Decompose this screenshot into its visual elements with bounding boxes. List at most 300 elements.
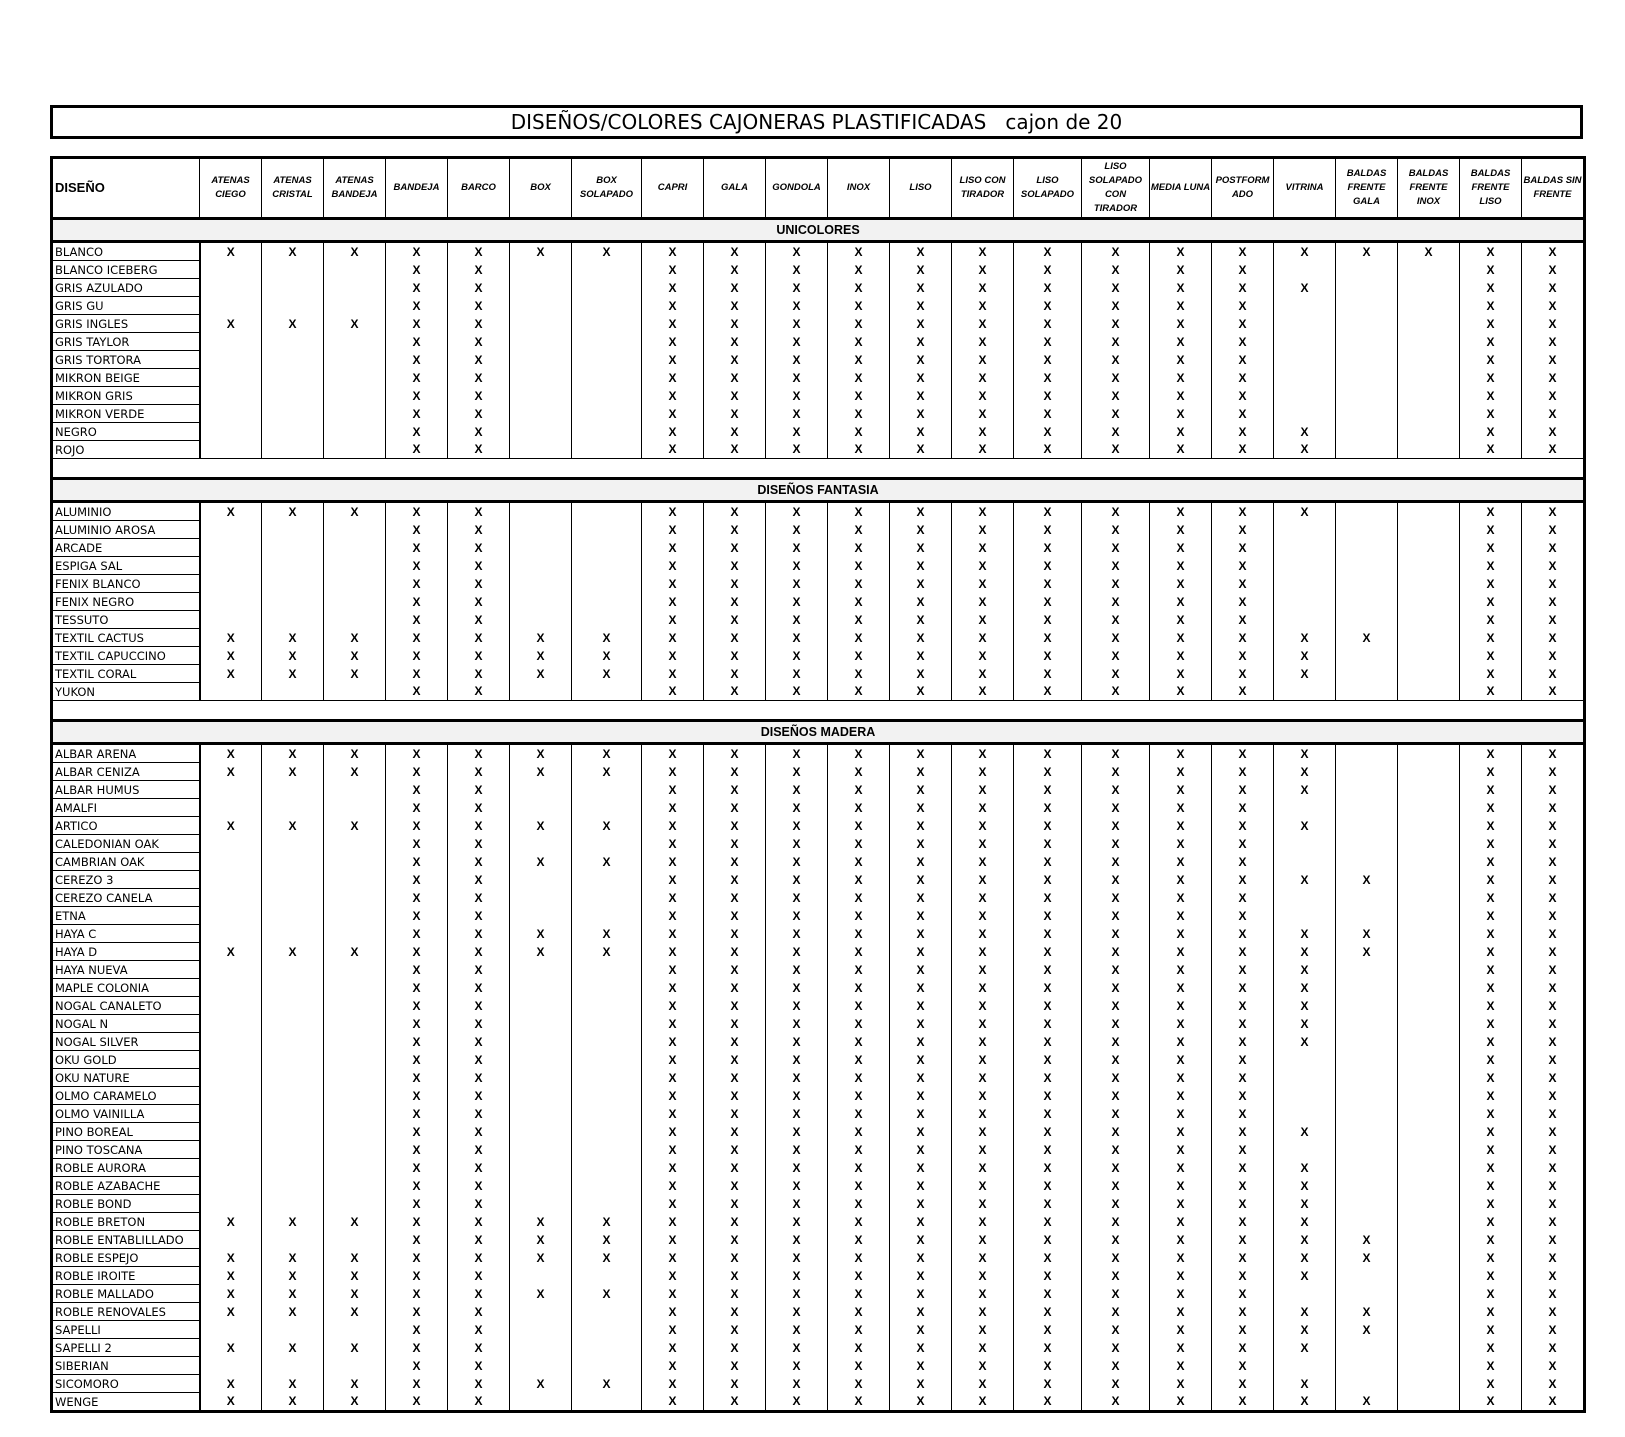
availability-cell: X	[828, 1213, 890, 1231]
table-row	[52, 1375, 1585, 1393]
column-header: GALA	[704, 158, 766, 219]
design-name: BLANCO	[52, 242, 200, 261]
availability-cell: X	[766, 539, 828, 557]
availability-cell: X	[262, 647, 324, 665]
availability-cell: X	[1460, 871, 1522, 889]
availability-cell	[262, 423, 324, 441]
availability-cell	[572, 261, 642, 279]
availability-cell: X	[642, 997, 704, 1015]
availability-cell: X	[1460, 1393, 1522, 1412]
table-row	[52, 423, 1585, 441]
availability-cell: X	[1212, 261, 1274, 279]
availability-cell: X	[890, 1087, 952, 1105]
availability-cell	[1398, 1393, 1460, 1412]
availability-cell: X	[1274, 1375, 1336, 1393]
availability-cell	[1398, 665, 1460, 683]
availability-cell: X	[1274, 997, 1336, 1015]
availability-cell: X	[642, 853, 704, 871]
section-title: UNICOLORES	[52, 219, 1585, 242]
availability-cell	[1398, 333, 1460, 351]
availability-cell: X	[572, 647, 642, 665]
availability-cell: X	[386, 1177, 448, 1195]
availability-cell: X	[1082, 629, 1150, 647]
availability-cell: X	[1522, 647, 1585, 665]
availability-cell	[510, 979, 572, 997]
availability-cell: X	[1150, 871, 1212, 889]
availability-cell: X	[1082, 1231, 1150, 1249]
availability-cell: X	[766, 799, 828, 817]
availability-cell	[200, 1105, 262, 1123]
availability-cell: X	[952, 261, 1014, 279]
availability-cell	[1336, 405, 1398, 423]
availability-cell: X	[828, 997, 890, 1015]
availability-cell: X	[1082, 979, 1150, 997]
availability-cell	[1336, 1123, 1398, 1141]
availability-cell	[1398, 1303, 1460, 1321]
availability-cell: X	[448, 502, 510, 521]
availability-cell: X	[1150, 1375, 1212, 1393]
availability-cell: X	[1460, 683, 1522, 701]
availability-cell: X	[510, 817, 572, 835]
table-row	[52, 997, 1585, 1015]
table-row	[52, 763, 1585, 781]
availability-cell: X	[952, 242, 1014, 261]
availability-cell: X	[448, 1375, 510, 1393]
availability-cell: X	[1014, 871, 1082, 889]
availability-cell: X	[1460, 1141, 1522, 1159]
availability-cell: X	[952, 1033, 1014, 1051]
availability-cell	[572, 835, 642, 853]
availability-cell: X	[890, 907, 952, 925]
availability-cell: X	[1212, 405, 1274, 423]
availability-cell: X	[952, 961, 1014, 979]
availability-cell: X	[828, 502, 890, 521]
availability-cell: X	[890, 1249, 952, 1267]
availability-cell: X	[704, 593, 766, 611]
availability-cell: X	[828, 441, 890, 459]
availability-cell: X	[704, 521, 766, 539]
availability-cell: X	[448, 297, 510, 315]
availability-cell: X	[1150, 799, 1212, 817]
availability-cell: X	[952, 593, 1014, 611]
column-header: LISO	[890, 158, 952, 219]
availability-cell	[324, 369, 386, 387]
availability-cell: X	[828, 1087, 890, 1105]
availability-cell	[510, 997, 572, 1015]
table-row	[52, 593, 1585, 611]
availability-cell: X	[766, 1015, 828, 1033]
availability-cell	[510, 799, 572, 817]
design-name: GRIS AZULADO	[52, 279, 200, 297]
availability-cell: X	[1014, 1339, 1082, 1357]
availability-cell: X	[1014, 1087, 1082, 1105]
availability-cell	[1274, 907, 1336, 925]
design-name: TESSUTO	[52, 611, 200, 629]
availability-cell: X	[642, 1249, 704, 1267]
availability-cell: X	[1014, 333, 1082, 351]
availability-cell: X	[704, 799, 766, 817]
availability-cell	[200, 611, 262, 629]
availability-cell: X	[642, 1321, 704, 1339]
availability-cell: X	[386, 611, 448, 629]
availability-cell: X	[890, 997, 952, 1015]
availability-cell	[1398, 907, 1460, 925]
availability-cell	[510, 333, 572, 351]
availability-cell: X	[828, 1231, 890, 1249]
availability-cell: X	[642, 763, 704, 781]
availability-cell: X	[262, 1213, 324, 1231]
availability-cell: X	[642, 1105, 704, 1123]
availability-cell	[510, 351, 572, 369]
availability-cell: X	[828, 1393, 890, 1412]
availability-cell: X	[1522, 1249, 1585, 1267]
design-name: ROJO	[52, 441, 200, 459]
availability-cell: X	[952, 1249, 1014, 1267]
availability-cell: X	[1212, 575, 1274, 593]
availability-cell: X	[704, 744, 766, 763]
availability-cell: X	[262, 502, 324, 521]
availability-cell: X	[1212, 1285, 1274, 1303]
design-name: FENIX NEGRO	[52, 593, 200, 611]
table-row	[52, 889, 1585, 907]
availability-cell: X	[642, 441, 704, 459]
availability-cell: X	[704, 871, 766, 889]
availability-cell: X	[200, 1375, 262, 1393]
availability-cell	[324, 853, 386, 871]
availability-cell: X	[1212, 1141, 1274, 1159]
availability-cell: X	[1460, 1033, 1522, 1051]
availability-cell: X	[1014, 441, 1082, 459]
availability-cell: X	[1212, 557, 1274, 575]
availability-cell: X	[386, 315, 448, 333]
availability-cell	[200, 351, 262, 369]
availability-cell	[1274, 683, 1336, 701]
availability-cell: X	[642, 502, 704, 521]
availability-cell: X	[1014, 502, 1082, 521]
availability-cell: X	[200, 1267, 262, 1285]
availability-cell: X	[828, 853, 890, 871]
availability-cell: X	[1150, 781, 1212, 799]
availability-cell: X	[1460, 1249, 1522, 1267]
availability-cell: X	[828, 889, 890, 907]
availability-cell: X	[704, 925, 766, 943]
availability-cell: X	[642, 889, 704, 907]
availability-cell: X	[642, 575, 704, 593]
availability-cell: X	[642, 683, 704, 701]
availability-cell: X	[1150, 943, 1212, 961]
availability-cell	[1398, 279, 1460, 297]
availability-cell: X	[1522, 925, 1585, 943]
availability-cell	[1336, 261, 1398, 279]
availability-cell	[510, 261, 572, 279]
availability-cell: X	[262, 1303, 324, 1321]
availability-cell: X	[1522, 279, 1585, 297]
availability-cell: X	[1398, 242, 1460, 261]
availability-cell	[1398, 799, 1460, 817]
availability-cell: X	[952, 1267, 1014, 1285]
availability-cell: X	[1522, 763, 1585, 781]
availability-cell: X	[386, 683, 448, 701]
availability-cell: X	[828, 1267, 890, 1285]
availability-cell: X	[1014, 1213, 1082, 1231]
availability-cell: X	[766, 405, 828, 423]
availability-cell	[510, 1303, 572, 1321]
availability-cell: X	[386, 1069, 448, 1087]
availability-cell	[1398, 889, 1460, 907]
availability-cell	[262, 1051, 324, 1069]
availability-cell: X	[642, 1231, 704, 1249]
availability-cell: X	[572, 1375, 642, 1393]
availability-cell: X	[448, 1159, 510, 1177]
availability-cell: X	[1274, 961, 1336, 979]
availability-cell: X	[1014, 242, 1082, 261]
availability-cell: X	[448, 997, 510, 1015]
availability-cell: X	[952, 387, 1014, 405]
availability-cell: X	[324, 1213, 386, 1231]
availability-cell: X	[1522, 1177, 1585, 1195]
availability-cell: X	[952, 853, 1014, 871]
availability-cell	[572, 907, 642, 925]
availability-cell: X	[1014, 297, 1082, 315]
availability-cell: X	[386, 242, 448, 261]
availability-cell: X	[1014, 1393, 1082, 1412]
availability-cell: X	[766, 1321, 828, 1339]
availability-cell: X	[324, 1375, 386, 1393]
availability-cell: X	[1522, 261, 1585, 279]
availability-cell: X	[704, 907, 766, 925]
availability-cell	[572, 387, 642, 405]
availability-cell: X	[766, 1087, 828, 1105]
design-name: OKU GOLD	[52, 1051, 200, 1069]
availability-cell	[510, 611, 572, 629]
availability-cell: X	[510, 943, 572, 961]
availability-cell: X	[642, 351, 704, 369]
availability-cell	[1336, 441, 1398, 459]
availability-cell	[200, 1177, 262, 1195]
availability-cell: X	[1150, 1321, 1212, 1339]
availability-cell	[1336, 1015, 1398, 1033]
availability-cell: X	[828, 943, 890, 961]
availability-cell: X	[952, 629, 1014, 647]
availability-cell	[572, 423, 642, 441]
availability-cell: X	[1212, 871, 1274, 889]
availability-cell: X	[1522, 744, 1585, 763]
availability-cell: X	[890, 1033, 952, 1051]
availability-cell: X	[1150, 575, 1212, 593]
design-name: ETNA	[52, 907, 200, 925]
availability-cell	[510, 1357, 572, 1375]
availability-cell: X	[890, 557, 952, 575]
availability-cell	[324, 1105, 386, 1123]
availability-cell	[572, 1339, 642, 1357]
availability-cell: X	[1212, 279, 1274, 297]
availability-cell: X	[448, 369, 510, 387]
availability-cell: X	[1082, 1267, 1150, 1285]
availability-cell: X	[704, 853, 766, 871]
availability-cell: X	[766, 351, 828, 369]
availability-cell: X	[1522, 611, 1585, 629]
availability-cell: X	[1212, 521, 1274, 539]
availability-cell: X	[448, 1357, 510, 1375]
availability-cell: X	[828, 647, 890, 665]
availability-cell: X	[1150, 593, 1212, 611]
availability-cell	[572, 1159, 642, 1177]
availability-cell: X	[952, 502, 1014, 521]
availability-cell: X	[1212, 1357, 1274, 1375]
design-name: MIKRON GRIS	[52, 387, 200, 405]
availability-cell: X	[766, 997, 828, 1015]
availability-cell	[262, 261, 324, 279]
availability-cell: X	[1212, 1321, 1274, 1339]
availability-cell: X	[1082, 871, 1150, 889]
availability-cell: X	[1522, 423, 1585, 441]
availability-cell	[1336, 979, 1398, 997]
availability-cell: X	[1014, 575, 1082, 593]
availability-cell	[572, 889, 642, 907]
availability-cell	[1336, 1033, 1398, 1051]
availability-cell	[324, 1231, 386, 1249]
availability-cell: X	[828, 979, 890, 997]
availability-cell: X	[386, 1087, 448, 1105]
table-row	[52, 1249, 1585, 1267]
availability-cell: X	[1082, 593, 1150, 611]
availability-cell: X	[1460, 297, 1522, 315]
availability-cell	[1336, 781, 1398, 799]
availability-cell: X	[1150, 1285, 1212, 1303]
availability-cell: X	[386, 1051, 448, 1069]
availability-cell: X	[952, 1339, 1014, 1357]
availability-cell	[200, 1195, 262, 1213]
availability-cell: X	[572, 817, 642, 835]
availability-cell: X	[828, 405, 890, 423]
availability-cell: X	[1274, 1177, 1336, 1195]
availability-cell	[572, 1015, 642, 1033]
availability-cell: X	[1014, 744, 1082, 763]
availability-cell: X	[1150, 997, 1212, 1015]
design-name: ROBLE ESPEJO	[52, 1249, 200, 1267]
availability-cell: X	[386, 1375, 448, 1393]
availability-cell: X	[510, 1213, 572, 1231]
availability-cell: X	[890, 1339, 952, 1357]
availability-cell: X	[1460, 1069, 1522, 1087]
availability-cell: X	[1150, 763, 1212, 781]
column-header: BOX SOLAPADO	[572, 158, 642, 219]
availability-cell: X	[1082, 405, 1150, 423]
availability-cell: X	[1150, 1231, 1212, 1249]
availability-cell: X	[828, 1141, 890, 1159]
availability-cell: X	[262, 1267, 324, 1285]
availability-cell: X	[1014, 1285, 1082, 1303]
table-row	[52, 521, 1585, 539]
availability-cell: X	[890, 521, 952, 539]
availability-cell: X	[952, 405, 1014, 423]
availability-cell: X	[704, 261, 766, 279]
availability-cell: X	[890, 943, 952, 961]
availability-cell: X	[262, 943, 324, 961]
availability-cell	[510, 889, 572, 907]
availability-cell	[262, 871, 324, 889]
availability-cell	[572, 1123, 642, 1141]
availability-cell: X	[386, 1267, 448, 1285]
availability-cell: X	[952, 871, 1014, 889]
availability-cell	[510, 1339, 572, 1357]
availability-cell: X	[262, 1339, 324, 1357]
availability-cell: X	[1150, 629, 1212, 647]
availability-cell: X	[1460, 1213, 1522, 1231]
availability-cell	[1398, 1231, 1460, 1249]
design-name: FENIX BLANCO	[52, 575, 200, 593]
availability-cell: X	[1460, 315, 1522, 333]
availability-cell	[1398, 369, 1460, 387]
availability-cell: X	[704, 1375, 766, 1393]
availability-cell	[510, 521, 572, 539]
availability-cell	[200, 297, 262, 315]
availability-cell: X	[766, 1051, 828, 1069]
table-row	[52, 665, 1585, 683]
availability-cell: X	[952, 1069, 1014, 1087]
availability-cell	[324, 441, 386, 459]
availability-cell: X	[1150, 1051, 1212, 1069]
availability-cell: X	[1274, 979, 1336, 997]
availability-cell: X	[1460, 387, 1522, 405]
table-row	[52, 871, 1585, 889]
availability-cell	[1398, 387, 1460, 405]
availability-cell: X	[1522, 961, 1585, 979]
availability-cell: X	[642, 1375, 704, 1393]
availability-cell: X	[828, 423, 890, 441]
availability-cell	[262, 799, 324, 817]
availability-cell: X	[704, 351, 766, 369]
table-row	[52, 943, 1585, 961]
availability-cell: X	[510, 853, 572, 871]
availability-cell: X	[448, 925, 510, 943]
availability-cell: X	[828, 1321, 890, 1339]
availability-cell: X	[448, 1303, 510, 1321]
availability-cell: X	[1522, 1069, 1585, 1087]
availability-cell: X	[1212, 763, 1274, 781]
availability-cell: X	[766, 261, 828, 279]
availability-cell: X	[766, 575, 828, 593]
availability-cell: X	[1460, 817, 1522, 835]
availability-cell	[262, 683, 324, 701]
availability-cell	[1274, 297, 1336, 315]
availability-cell: X	[1082, 557, 1150, 575]
availability-cell: X	[1460, 242, 1522, 261]
availability-cell: X	[448, 853, 510, 871]
availability-cell: X	[1274, 1393, 1336, 1412]
availability-cell: X	[704, 665, 766, 683]
availability-cell	[572, 593, 642, 611]
availability-cell: X	[642, 1087, 704, 1105]
availability-cell	[1398, 1285, 1460, 1303]
availability-cell: X	[1082, 539, 1150, 557]
availability-cell	[324, 405, 386, 423]
availability-cell	[1336, 502, 1398, 521]
availability-cell: X	[1274, 629, 1336, 647]
availability-cell: X	[952, 539, 1014, 557]
table-row	[52, 1051, 1585, 1069]
availability-cell	[262, 925, 324, 943]
availability-cell	[200, 1033, 262, 1051]
availability-cell: X	[1336, 1303, 1398, 1321]
availability-cell	[1398, 817, 1460, 835]
table-row	[52, 1303, 1585, 1321]
availability-cell: X	[890, 925, 952, 943]
availability-cell: X	[1150, 351, 1212, 369]
availability-cell: X	[1274, 1123, 1336, 1141]
availability-cell: X	[890, 351, 952, 369]
availability-cell	[1398, 1033, 1460, 1051]
